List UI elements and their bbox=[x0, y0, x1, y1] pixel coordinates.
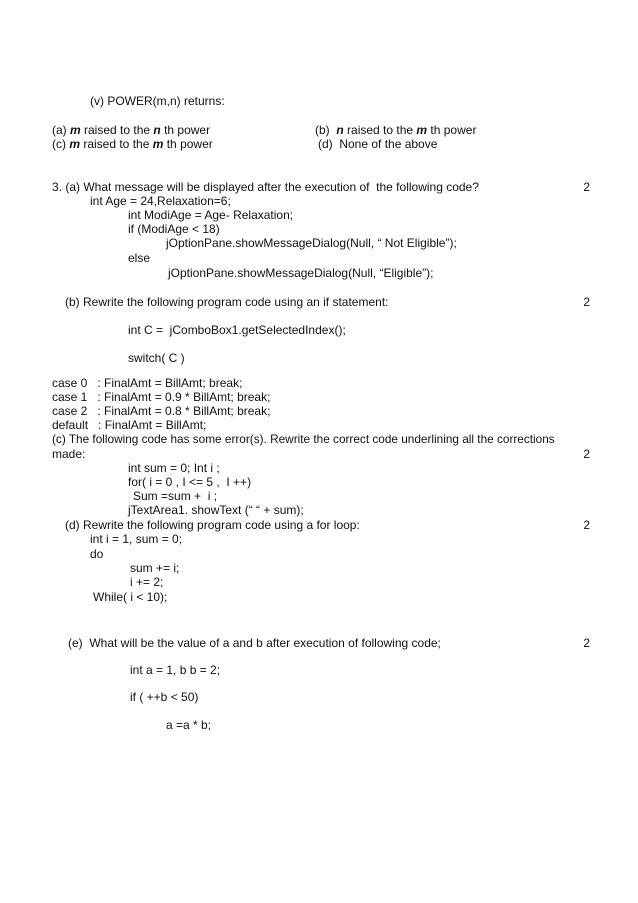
code-line: do bbox=[90, 547, 104, 561]
code-line: int i = 1, sum = 0; bbox=[90, 532, 183, 546]
question-3c-marks: 2 bbox=[583, 447, 590, 461]
option-b: (b) n raised to the m th power bbox=[315, 123, 477, 137]
question-3c-prompt: (c) The following code has some error(s). Rewrite the correct code underlining all the corrections bbox=[52, 432, 555, 446]
code-line: int C = jComboBox1.getSelectedIndex(); bbox=[128, 323, 346, 337]
question-3e-marks: 2 bbox=[583, 636, 590, 650]
code-line: int sum = 0; Int i ; bbox=[128, 461, 220, 475]
code-line: case 1 : FinalAmt = 0.9 * BillAmt; break; bbox=[52, 390, 271, 404]
question-v-title: (v) POWER(m,n) returns: bbox=[90, 94, 225, 108]
option-d: (d) None of the above bbox=[318, 137, 438, 151]
code-line: jTextArea1. showText (“ “ + sum); bbox=[128, 503, 304, 517]
code-line: Sum =sum + i ; bbox=[133, 489, 218, 503]
code-line: case 0 : FinalAmt = BillAmt; break; bbox=[52, 376, 243, 390]
question-3e-prompt: (e) What will be the value of a and b after execution of following code; bbox=[68, 636, 441, 650]
option-a: (a) m raised to the n th power bbox=[52, 123, 211, 137]
code-line: jOptionPane.showMessageDialog(Null, “Eligible”); bbox=[168, 266, 434, 280]
code-line: While( i < 10); bbox=[93, 590, 168, 604]
code-line: a =a * b; bbox=[166, 718, 212, 732]
code-line: case 2 : FinalAmt = 0.8 * BillAmt; break; bbox=[52, 404, 271, 418]
question-3a-prompt: 3. (a) What message will be displayed after the execution of the following code? bbox=[52, 180, 479, 194]
question-3a-marks: 2 bbox=[583, 180, 590, 194]
code-line: int Age = 24,Relaxation=6; bbox=[90, 194, 231, 208]
question-3b-marks: 2 bbox=[583, 295, 590, 309]
code-line: int ModiAge = Age- Relaxation; bbox=[128, 208, 294, 222]
question-3d-prompt: (d) Rewrite the following program code using a for loop: bbox=[65, 518, 360, 532]
code-line: if ( ++b < 50) bbox=[130, 690, 199, 704]
code-line: int a = 1, b b = 2; bbox=[130, 663, 221, 677]
code-line: switch( C ) bbox=[128, 351, 185, 365]
code-line: sum += i; bbox=[130, 561, 180, 575]
code-line: i += 2; bbox=[130, 575, 164, 589]
question-3d-marks: 2 bbox=[583, 518, 590, 532]
code-line: default : FinalAmt = BillAmt; bbox=[52, 418, 207, 432]
code-line: for( i = 0 , I <= 5 , I ++) bbox=[128, 475, 252, 489]
question-3c-prompt-cont: made: bbox=[52, 447, 86, 461]
option-c: (c) m raised to the m th power bbox=[52, 137, 213, 151]
code-line: jOptionPane.showMessageDialog(Null, “ Not Eligible”); bbox=[166, 236, 457, 250]
code-line: else bbox=[128, 251, 151, 265]
question-3b-prompt: (b) Rewrite the following program code using an if statement: bbox=[65, 295, 389, 309]
code-line: if (ModiAge < 18) bbox=[128, 222, 220, 236]
